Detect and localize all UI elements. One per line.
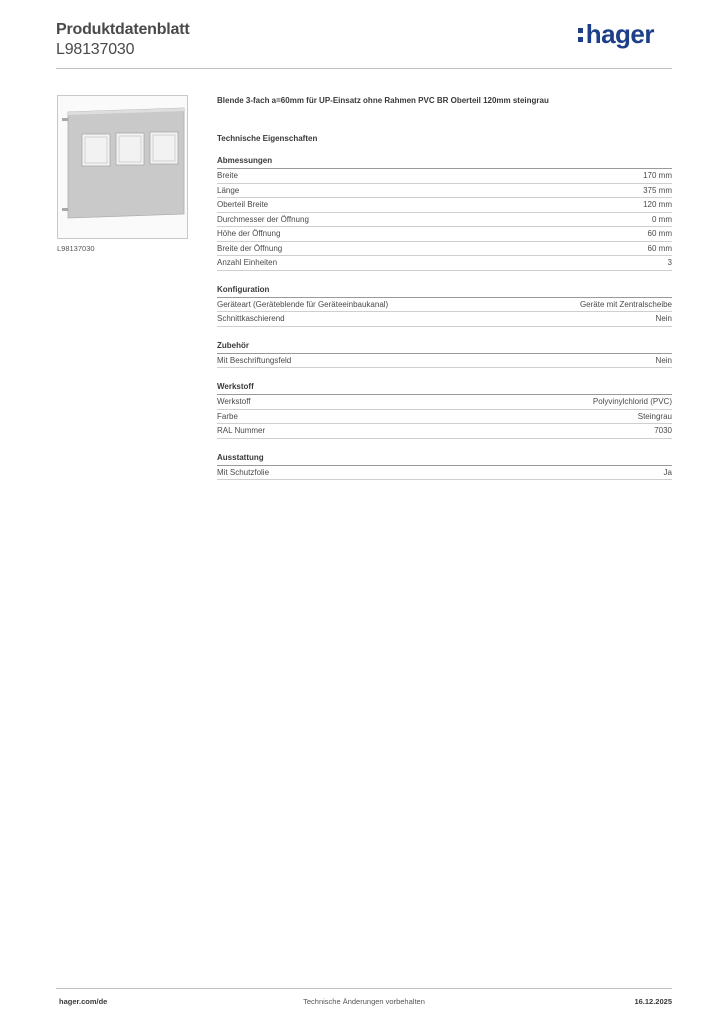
page-header <box>56 20 672 68</box>
property-row <box>217 242 672 257</box>
property-label: Geräteart (Geräteblende für Geräteeinbaukanal) <box>217 299 389 309</box>
property-label: Mit Schutzfolie <box>217 467 270 477</box>
property-label: RAL Nummer <box>217 426 266 435</box>
product-image <box>57 95 188 239</box>
property-row <box>217 395 672 410</box>
property-value: 120 mm <box>643 200 672 209</box>
property-label: Breite der Öffnung <box>217 243 283 253</box>
property-value: Polyvinylchlorid (PVC) <box>592 397 672 406</box>
property-label: Länge <box>217 185 240 195</box>
property-value: Geräte mit Zentralscheibe <box>579 299 672 309</box>
property-group <box>217 452 672 481</box>
property-groups <box>217 155 672 480</box>
group-title: Zubehör <box>217 340 672 354</box>
property-label: Farbe <box>217 411 238 421</box>
logo-dots-icon <box>578 26 584 44</box>
page-footer <box>56 997 672 1011</box>
property-group <box>217 155 672 271</box>
property-row <box>217 424 672 439</box>
image-caption: L98137030 <box>57 244 95 253</box>
property-row <box>217 198 672 213</box>
property-row <box>217 256 672 271</box>
brand-logo <box>578 20 654 48</box>
header-divider <box>56 68 672 69</box>
property-group <box>217 284 672 327</box>
footer-date: 16.12.2025 <box>634 997 672 1006</box>
property-row <box>217 298 672 313</box>
property-value: 60 mm <box>647 229 672 238</box>
property-label: Durchmesser der Öffnung <box>217 214 309 224</box>
property-value: Steingrau <box>637 411 672 421</box>
property-value: 375 mm <box>643 185 672 195</box>
product-description: Blende 3-fach a=60mm für UP-Einsatz ohne Rahmen PVC BR Oberteil 120mm steingrau <box>217 96 549 105</box>
footer-divider <box>56 988 672 989</box>
property-group <box>217 340 672 369</box>
cover-plate-illustration <box>58 96 187 238</box>
property-label: Breite <box>217 171 238 180</box>
property-row <box>217 169 672 184</box>
property-group <box>217 381 672 439</box>
document-number: L98137030 <box>56 41 135 58</box>
page-title: Produktdatenblatt <box>56 21 190 38</box>
group-title: Konfiguration <box>217 284 672 298</box>
property-row <box>217 466 672 481</box>
product-details <box>217 95 672 480</box>
footer-website: hager.com/de <box>59 997 108 1006</box>
property-value: Nein <box>655 314 672 323</box>
property-row <box>217 312 672 327</box>
property-label: Werkstoff <box>217 397 251 406</box>
property-label: Höhe der Öffnung <box>217 229 281 238</box>
property-row <box>217 410 672 425</box>
property-value: 60 mm <box>647 243 672 253</box>
property-label: Mit Beschriftungsfeld <box>217 355 292 365</box>
group-title: Abmessungen <box>217 155 672 169</box>
property-value: 7030 <box>654 426 672 435</box>
property-row <box>217 213 672 228</box>
property-value: Ja <box>663 467 672 477</box>
logo-text: hager <box>585 19 654 49</box>
property-row <box>217 184 672 199</box>
footer-disclaimer: Technische Änderungen vorbehalten <box>303 997 425 1006</box>
technical-properties-heading: Technische Eigenschaften <box>217 134 318 143</box>
group-title: Ausstattung <box>217 452 672 466</box>
group-title: Werkstoff <box>217 381 672 395</box>
property-value: 0 mm <box>652 214 672 224</box>
property-value: 3 <box>667 258 672 267</box>
property-value: 170 mm <box>643 171 672 180</box>
property-value: Nein <box>655 355 672 365</box>
property-label: Schnittkaschierend <box>217 314 285 323</box>
property-row <box>217 227 672 242</box>
property-label: Anzahl Einheiten <box>217 258 278 267</box>
property-label: Oberteil Breite <box>217 200 269 209</box>
property-row <box>217 354 672 369</box>
